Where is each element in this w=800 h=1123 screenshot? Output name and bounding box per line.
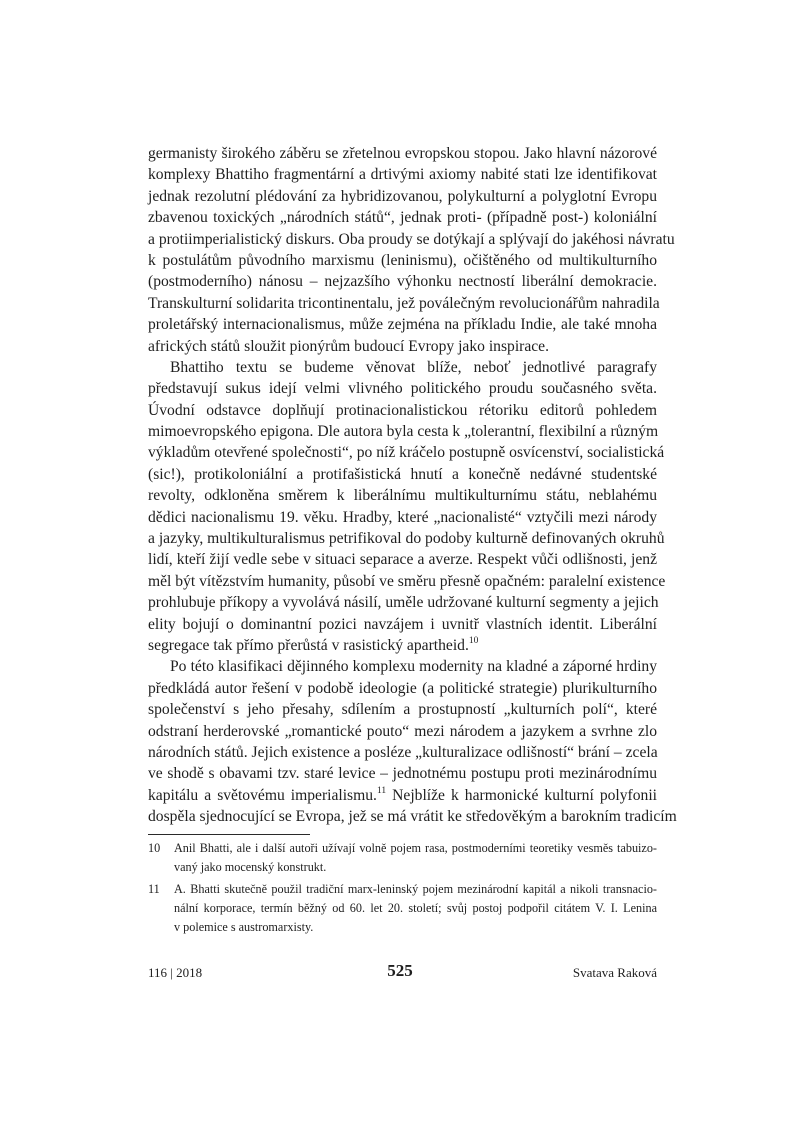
page-number: 525 (387, 961, 413, 980)
text-line: Po této klasifikaci dějinného komplexu modernity na kladné a záporné hrdiny (170, 658, 657, 676)
footnote-ref[interactable]: 11 (376, 785, 387, 796)
text-line: Transkulturní solidarita tricontinentalu, jež poválečným revolucionářům nahradila (148, 294, 660, 312)
text-line: afrických států sloužit pionýrům budoucí Evropy jako inspirace. (148, 337, 550, 355)
text-line: společenství s jeho přesahy, sdílením a prostupností „kulturních polí“, které (148, 701, 657, 719)
text-line: germanisty širokého záběru se zřetelnou evropskou stopou. Jako hlavní názorové (148, 145, 657, 162)
footnote-line: vaný jako mocenský konstrukt. (174, 860, 327, 874)
footnote-number: 11 (148, 882, 160, 896)
footnote-line: Anil Bhatti, ale i další autoři užívají volně pojem rasa, postmoderními teoretiky vesměs tabuizo- (174, 841, 657, 855)
text-line: Úvodní odstavce doplňují protinacionalistickou rétoriku editorů pohledem (148, 401, 657, 419)
text-line: odstraní herderovské „romantické pouto“ mezi národem a jazykem a svrhne zlo (148, 722, 657, 740)
issue-label: 116 | 2018 (148, 965, 203, 980)
text-line: komplexy Bhattiho fragmentární a drtivými axiomy nabité stati lze identifikovat (148, 166, 657, 184)
text-line: segregace tak přímo přerůstá v rasistický apartheid.$^{10}$ (148, 635, 479, 654)
footnote-number: 10 (148, 841, 161, 855)
text-line: představují sukus idejí velmi vlivného politického proudu současného světa. (148, 380, 657, 398)
text-line: prohlubuje příkopy a vyvolává násilí, uměle udržované kulturní segmenty a jejich (148, 594, 659, 612)
paragraph (148, 143, 675, 357)
text-line: k postulátům původního marxismu (leninismu), očištěného od multikulturního (148, 251, 657, 269)
footnote-line: nální korporace, termín běžný od 60. let 20. století; svůj postoj podpořil citátem V. I. Lenina (174, 901, 657, 915)
text-line: dospěla sjednocující se Evropa, jež se má vrátit ke středověkým a barokním tradicím (148, 808, 677, 826)
text-line: výkladům otevřené společnosti“, po níž kráčelo postupně osvícenství, socialistická (148, 444, 665, 462)
text-line: (sic!), protikoloniální a protifašistická hnutí a konečně nedávné studentské (148, 465, 657, 483)
text-line: předkládá autor řešení v podobě ideologie (a politické strategie) plurikulturního (148, 679, 657, 697)
footnote-line: A. Bhatti skutečně použil tradiční marx-leninský pojem mezinárodní kapitál a nikoli transnacio- (174, 882, 657, 896)
footnote-ref[interactable]: 10 (468, 635, 479, 646)
text-line: zbavenou toxických „národních států“, jednak proti- (případně post-) koloniální (148, 209, 657, 227)
text-line: kapitálu a světovému imperialismu.$^{11}$ Nejblíže k harmonické kulturní polyfonii (148, 785, 657, 804)
text-line: měl být vítězstvím humanity, působí ve směru přesně opačném: paralelní existence (148, 572, 666, 590)
text-line: Bhattiho textu se budeme věnovat blíže, neboť jednotlivé paragrafy (170, 358, 657, 376)
text-line: proletářský internacionalismus, může zejména na příkladu Indie, ale také mnoha (148, 316, 657, 334)
text-line: a protiimperialistický diskurs. Oba proudy se dotýkají a splývají do jakéhosi návratu (148, 230, 675, 248)
article-body (148, 143, 677, 828)
footnote-line: v polemice s austromarxisty. (174, 920, 314, 934)
text-line: a jazyky, multikulturalismus petrifikoval do podoby kulturně definovaných okruhů (148, 530, 665, 548)
footnotes (148, 839, 657, 940)
footnote (148, 880, 657, 937)
text-line: ve shodě s obavami tzv. staré levice – jednotnému postupu proti mezinárodnímu (148, 765, 657, 783)
footnote-divider (148, 834, 310, 835)
author-name: Svatava Raková (572, 965, 657, 980)
text-line: jednak rezolutní plédování za hybridizovanou, polykulturní a polyglotní Evropu (148, 187, 657, 205)
text-line: lidí, kteří žijí vedle sebe v situaci separace a averze. Respekt vůči odlišnosti, jenž (148, 551, 657, 569)
paragraph (148, 357, 666, 656)
text-line: elity bojují o dominantní pozici navzájem i uvnitř vlastních identit. Liberální (148, 615, 657, 633)
text-line: (postmoderního) nánosu – nejzazšího výhonku nectností liberální demokracie. (148, 273, 657, 291)
paragraph (148, 656, 677, 827)
text-line: dědici nacionalismu 19. věku. Hradby, které „nacionalisté“ vztyčili mezi národy (148, 508, 657, 526)
text-line: mimoevropského epigona. Dle autora byla cesta k „tolerantní, flexibilní a různým (148, 423, 659, 441)
footnote (148, 839, 657, 877)
text-line: národních států. Jejich existence a posléze „kulturalizace odlišností“ brání – zcela (148, 743, 658, 761)
text-line: revolty, odkloněna směrem k liberálnímu multikulturnímu státu, neblahému (148, 487, 657, 505)
